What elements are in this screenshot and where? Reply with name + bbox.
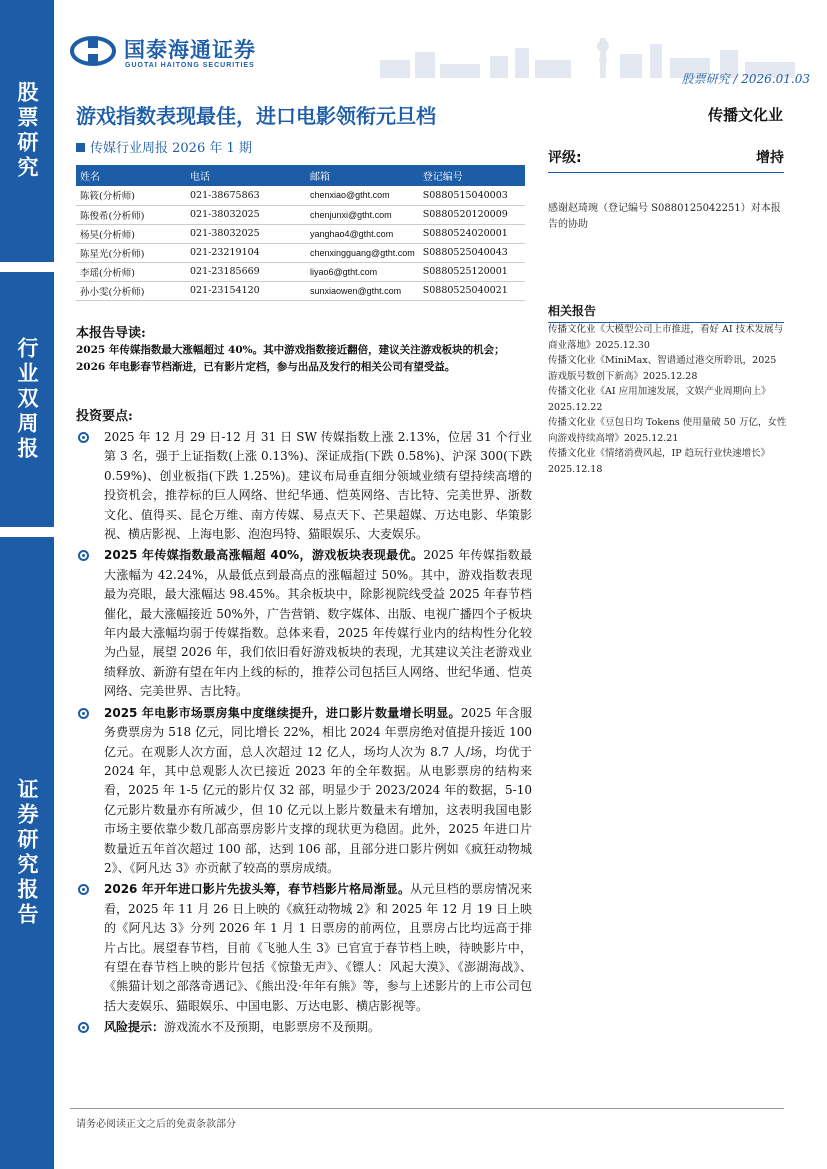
key-point-item: 2026 年开年进口影片先拔头筹，春节档影片格局渐显。从元旦档的票房情况来看，2025 年 11 月 26 日上映的《疯狂动物城 2》和 2025 年 12 月 19 日上映的《阿凡达 3》分列 2026 年 1 月 1 日票房的前两位，且票房占比均远高于排片占比。展望春节档，目前《飞驰人生 3》已官宣于春节档上映，待映影片中，有望在春节档上映的影片包括《惊蛰无声》、《镖人：风起大漠》、《澎湖海战》、《熊猫计划之部落奇遇记》、《熊出没·年年有熊》等，参与上述影片的上市公司包括大麦娱乐、猫眼娱乐、中国电影、万达电影、横店影视等。: [76, 880, 532, 1016]
table-row: 陈筱(分析师) 021-38675863 chenxiao@gtht.com S0880515040003: [76, 186, 525, 205]
circle-bullet-icon: [78, 550, 89, 561]
acknowledgement: 感谢赵琦琬（登记编号 S0880125042251）对本报告的协助: [548, 203, 781, 230]
rating-value: 增持: [756, 150, 784, 166]
rating-box: [548, 147, 784, 173]
related-report-item[interactable]: 传播文化业《豆包日均 Tokens 使用量破 50 万亿，女性向游戏持续高增》2025.12.21: [548, 417, 787, 444]
table-row: 陈俊希(分析师) 021-38032025 chenjunxi@gtht.com S0880520120009: [76, 205, 525, 224]
circle-bullet-icon: [78, 432, 89, 443]
related-report-item[interactable]: 传播文化业《大模型公司上市推进，看好 AI 技术发展与商业落地》2025.12.30: [548, 324, 784, 351]
related-report-item[interactable]: 传播文化业《情绪消费风起，IP 趋玩行业快速增长》2025.12.18: [548, 448, 771, 475]
analyst-table: [76, 165, 525, 301]
footer-disclaimer[interactable]: 请务必阅读正文之后的免责条款部分: [76, 1119, 236, 1130]
report-date: 股票研究 / 2026.01.03: [681, 72, 810, 86]
key-point-item: 2025 年 12 月 29 日-12 月 31 日 SW 传媒指数上涨 2.13%，位居 31 个行业第 3 名，强于上证指数(上涨 0.13%)、深证成指(下跌 0.58%)、沪深 300(下跌 0.59%)、创业板指(下跌 1.25%)。建议布局垂直细分领域业绩有望持续高增的投资机会，推荐标的巨人网络、世纪华通、恺英网络、吉比特、完美世界、浙数文化、值得买、昆仑万维、南方传媒、易点天下、芒果超媒、万达电影、华策影视、横店影视、上海电影、泡泡玛特、猫眼娱乐、大麦娱乐。: [76, 428, 532, 544]
key-point-item: 2025 年传媒指数最高涨幅超 40%，游戏板块表现最优。2025 年传媒指数最大涨幅为 42.24%，从最低点到最高点的涨幅超过 50%。其中，游戏指数表现最为亮眼，最大涨幅达 98.45%。其余板块中，除影视院线受益 2025 年春节档催化，最大涨幅接近 50%外，广告营销、数字媒体、出版、电视广播四个子板块年内最大涨幅均弱于传媒指数。总体来看，2025 年传媒行业内的结构性分化较为凸显，展望 2026 年，我们依旧看好游戏板块的表现，尤其建议关注老游戏业绩释放、新游有望在年内上线的标的，推荐公司包括巨人网络、世纪华通、恺英网络、完美世界、吉比特。: [76, 546, 532, 701]
related-reports-list: [548, 322, 788, 477]
report-subtitle: 传媒行业周报 2026 年 1 期: [76, 137, 252, 156]
key-point-item: 风险提示：游戏流水不及预期，电影票房不及预期。: [76, 1018, 532, 1037]
footer-divider: [70, 1108, 784, 1109]
table-header-row: [76, 165, 525, 186]
table-row: 孙小雯(分析师) 021-23154120 sunxiaowen@gtht.com S0880525040021: [76, 281, 525, 300]
col-header-name: 姓名: [76, 165, 186, 186]
table-row: 杨昊(分析师) 021-38032025 yanghao4@gtht.com S0880524020001: [76, 224, 525, 243]
table-row: 陈星光(分析师) 021-23219104 chenxingguang@gtht.com S0880525040043: [76, 243, 525, 262]
rating-label: 评级:: [548, 150, 582, 166]
key-points-list: [76, 428, 532, 1040]
guide-body: 2025 年传媒指数最大涨幅超过 40%。其中游戏指数接近翻倍，建议关注游戏板块的机会；2026 年电影春节档渐进，已有影片定档，参与出品及发行的相关公司有望受益。: [76, 344, 505, 373]
col-header-email: 邮箱: [306, 165, 419, 186]
circle-bullet-icon: [78, 1022, 89, 1033]
circle-bullet-icon: [78, 708, 89, 719]
sidebar-securities-report: 证券研究报告: [0, 537, 54, 1169]
sector-name: 传播文化业: [707, 106, 783, 124]
guide-heading: 本报告导读:: [76, 326, 146, 341]
related-report-item[interactable]: 传播文化业《AI 应用加速发展，文娱产业周期向上》2025.12.22: [548, 386, 771, 413]
col-header-reg-no: 登记编号: [419, 165, 525, 186]
col-header-phone: 电话: [186, 165, 306, 186]
key-point-item: 2025 年电影市场票房集中度继续提升，进口影片数量增长明显。2025 年含服务费票房为 518 亿元，同比增长 22%，相比 2024 年票房绝对值提升接近 100 亿元。在观影人次方面，总人次超过 12 亿人，场均人次为 8.7 人/场，均优于 2024 年，其中总观影人次已接近 2023 年的全年数据。从电影票房的结构来看，2025 年 1-5 亿元的影片仅 32 部，明显少于 2023/2024 年的数据，5-10 亿元影片数量亦有所减少，但 10 亿元以上影片数量未有增加，这表明我国电影市场主要依靠少数几部高票房影片支撑的现状更为稳固。此外，2025 年进口片数量近五年首次超过 100 部，达到 106 部，且部分进口影片例如《疯狂动物城 2》、《阿凡达 3》亦贡献了较高的票房成绩。: [76, 704, 532, 879]
brand-name-en: GUOTAI HAITONG SECURITIES: [125, 62, 255, 69]
company-logo-icon: [70, 36, 116, 66]
square-bullet-icon: [76, 143, 85, 152]
related-report-item[interactable]: 传播文化业《MiniMax、智谱通过港交所聆讯，2025 游戏版号数创下新高》2025.12.28: [548, 355, 777, 382]
sidebar-stock-research: 股票研究: [0, 0, 54, 262]
report-title: 游戏指数表现最佳，进口电影领衔元旦档: [76, 104, 436, 128]
sidebar-industry-biweekly: 行业双周报: [0, 272, 54, 527]
page-header: [70, 30, 810, 94]
table-row: 李瑶(分析师) 021-23185669 liyao6@gtht.com S0880525120001: [76, 262, 525, 281]
key-points-heading: 投资要点:: [76, 409, 133, 424]
circle-bullet-icon: [78, 884, 89, 895]
brand-name: 国泰海通证券: [124, 38, 256, 62]
related-reports-title: 相关报告: [548, 302, 784, 323]
